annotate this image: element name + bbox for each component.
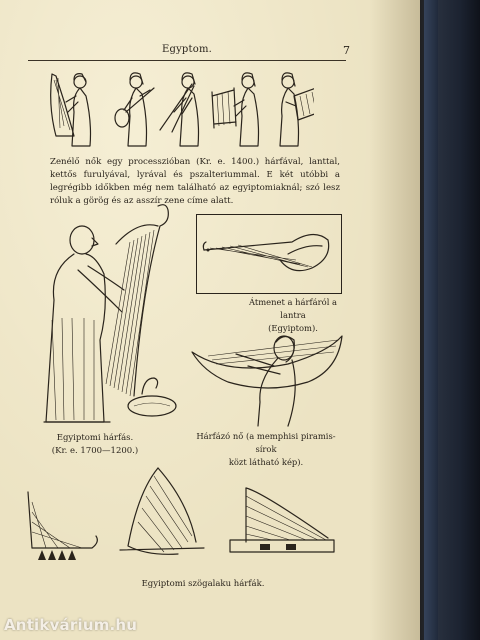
page-header-title: Egyptom.	[161, 44, 213, 55]
page-header	[28, 44, 350, 61]
angular-harps-caption: Egyiptomi szögalaku hárfák.	[141, 579, 265, 589]
procession-caption: Zenélő nők egy processzióban (Kr. e. 1400.) hárfával, lanttal, kettős furulyával, lyrával és pszalteriummal. E két utóbbi a legrégibb időkben még nem található az egyiptomiaknál; szó lesz róluk a görög és az asszír zene címe alatt.	[50, 157, 340, 206]
harp-woman-caption-line1: Hárfázó nő (a memphisi piramis-sírok	[196, 431, 336, 454]
harpist-caption-line1: Egyiptomi hárfás.	[56, 433, 134, 443]
harpist-caption	[30, 432, 160, 458]
lute-harp-caption-line2: (Egyiptom).	[268, 323, 318, 333]
watermark-logo: Antikvárium.hu	[4, 616, 138, 634]
harp-woman-illustration	[188, 330, 348, 430]
page-number: 7	[343, 44, 350, 57]
harpist-illustration	[30, 200, 180, 430]
harpist-caption-line2: (Kr. e. 1700—1200.)	[51, 446, 139, 456]
procession-illustration	[44, 66, 314, 152]
lute-harp-caption-line1: Átmenet a hárfáról a lantra	[248, 297, 338, 320]
angular-harps-illustration	[22, 462, 342, 574]
lute-harp-illustration	[196, 214, 342, 294]
book-cover-edge	[424, 0, 438, 640]
harp-woman-caption-line2: közt látható kép).	[228, 457, 304, 467]
